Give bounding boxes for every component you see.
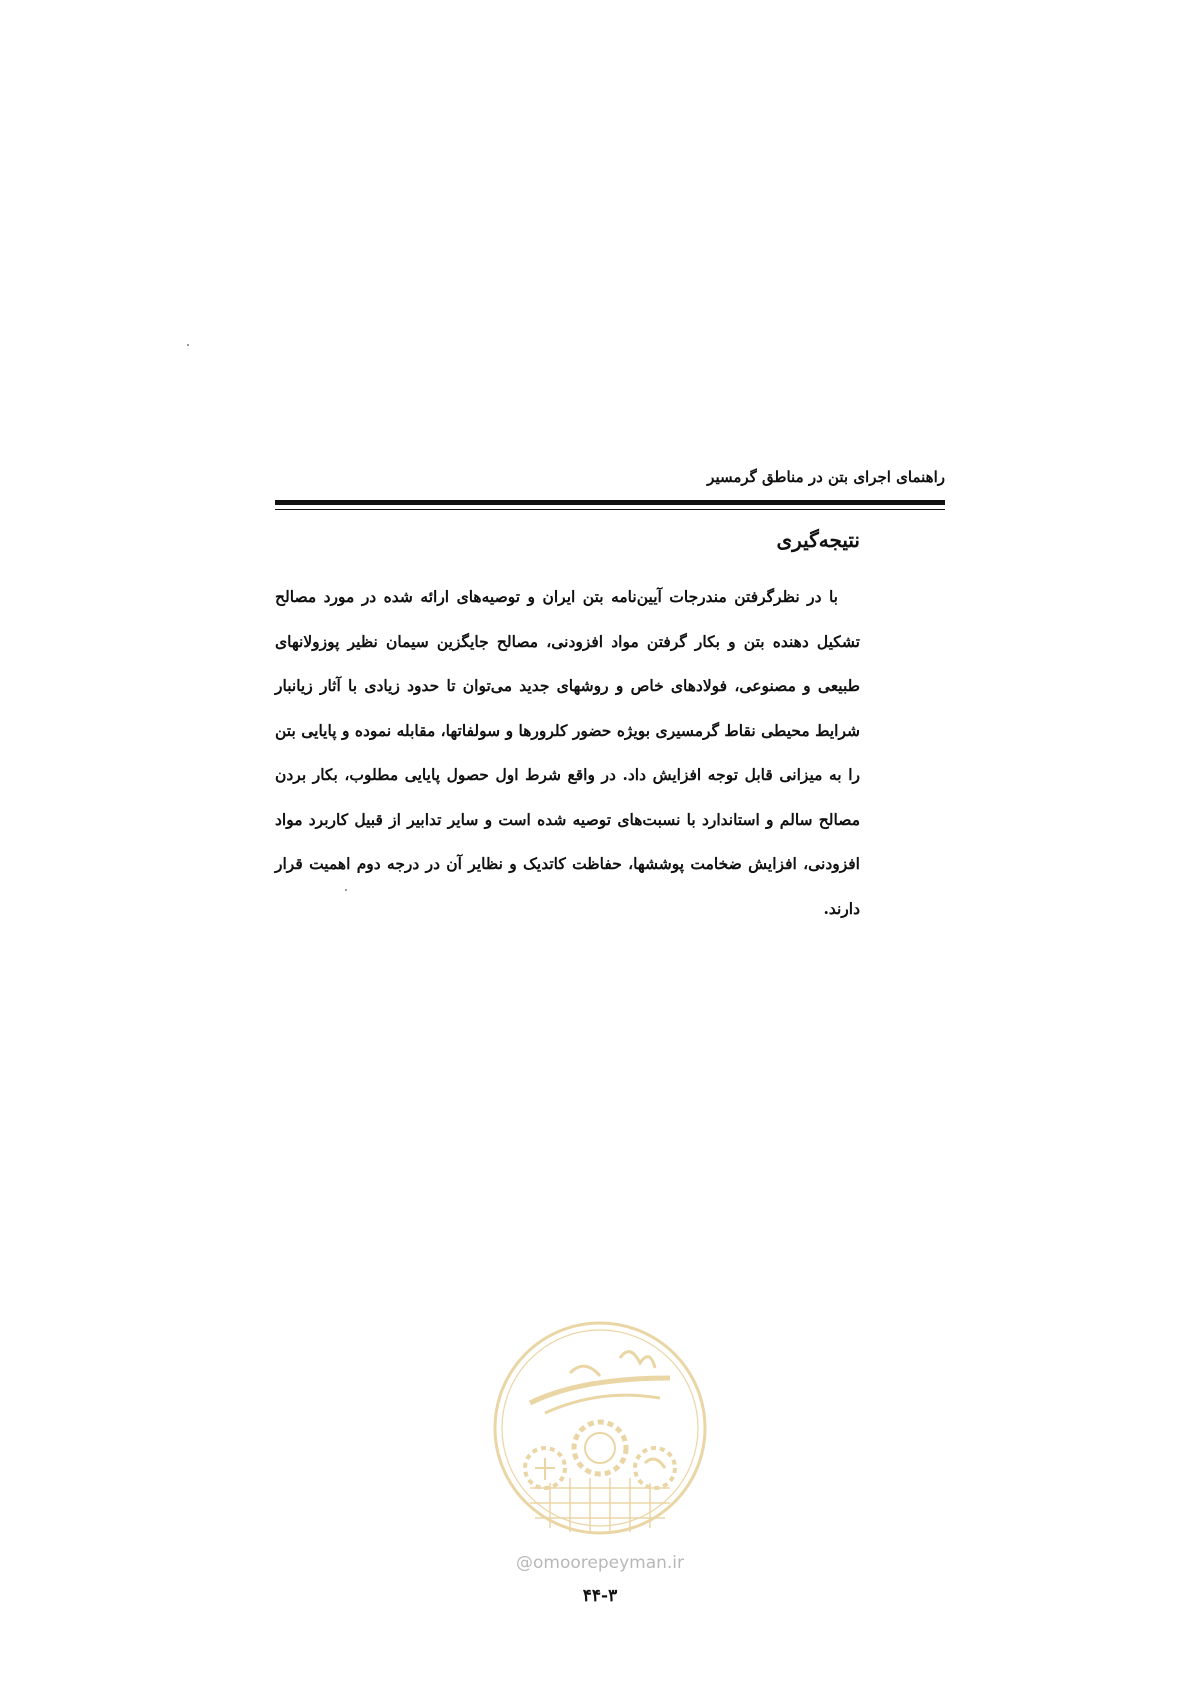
watermark-site: @omoorepeyman.ir <box>515 1553 685 1573</box>
section-title: نتیجه‌گیری <box>776 528 860 552</box>
page-number: ۴۴-۳ <box>582 1586 618 1606</box>
body-text <box>275 575 860 931</box>
scan-speck <box>187 344 189 346</box>
paragraph: با در نظرگرفتن مندرجات آیین‌نامه بتن ایران و توصیه‌های ارائه شده در مورد مصالح تشکیل دهنده بتن و بکار گرفتن مواد افزودنی، مصالح جایگزین سیمان نظیر پوزولانهای طبیعی و مصنوعی، فولادهای خاص و روشهای جدید می‌توان تا حدود زیادی با آثار زیانبار شرایط محیطی نقاط گرمسیری بویژه حضور کلرورها و سولفاتها، مقابله نموده و پایایی بتن را به میزانی قابل توجه افزایش داد. در واقع شرط اول حصول پایایی مطلوب، بکار بردن مصالح سالم و استاندارد با نسبت‌های توصیه شده است و سایر تدابیر از قبیل کاربرد مواد افزودنی، افزایش ضخامت پوششها، حفاظت کاتدیک و نظایر آن در درجه دوم اهمیت قرار دارند. <box>275 587 860 918</box>
running-header: راهنمای اجرای بتن در مناطق گرمسیر <box>707 468 945 486</box>
omoorepeyman-seal-icon <box>490 1318 710 1538</box>
header-rule-thick <box>275 500 945 505</box>
header-rule-thin <box>275 509 945 510</box>
